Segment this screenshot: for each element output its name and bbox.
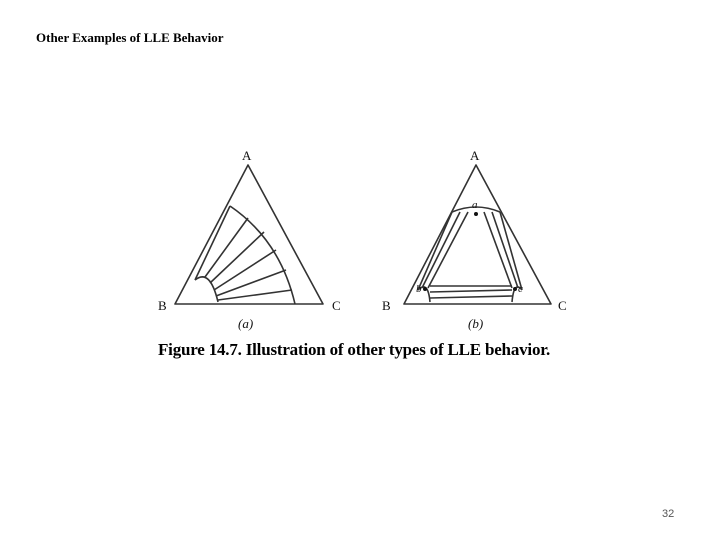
- diagram-b-sublabel: (b): [468, 316, 484, 331]
- diagram-a-vertex-top: A: [242, 148, 252, 163]
- diagram-b-triangle: [404, 165, 551, 304]
- figure-caption: [158, 340, 550, 360]
- point-b-marker: [423, 287, 427, 291]
- caption-mid: of: [325, 340, 348, 359]
- caption-rest: other types of LLE behavior.: [347, 340, 551, 359]
- caption-bold: Figure 14.7. Illustration: [158, 340, 326, 359]
- slide-title: Other Examples of LLE Behavior: [36, 30, 224, 45]
- diagram-a-vertex-right: C: [332, 298, 341, 313]
- slide-number: 32: [662, 508, 675, 520]
- lle-figure: [150, 140, 610, 370]
- diagram-a-sublabel: (a): [238, 316, 254, 331]
- diagram-b-vertex-left: B: [382, 298, 391, 313]
- diagram-b-point-c-label: c: [518, 283, 523, 295]
- point-c-marker: [513, 287, 517, 291]
- point-a-marker: [474, 212, 478, 216]
- diagram-b-point-b-label: b: [416, 283, 422, 295]
- ternary-diagrams: [150, 140, 610, 370]
- diagram-a-vertex-left: B: [158, 298, 167, 313]
- diagram-b-vertex-top: A: [470, 148, 480, 163]
- diagram-b-tie-lines: [418, 212, 522, 298]
- diagram-a-binodal-curve: [195, 206, 295, 304]
- diagram-b-vertex-right: C: [558, 298, 567, 313]
- diagram-b-point-a-label: a: [472, 199, 478, 211]
